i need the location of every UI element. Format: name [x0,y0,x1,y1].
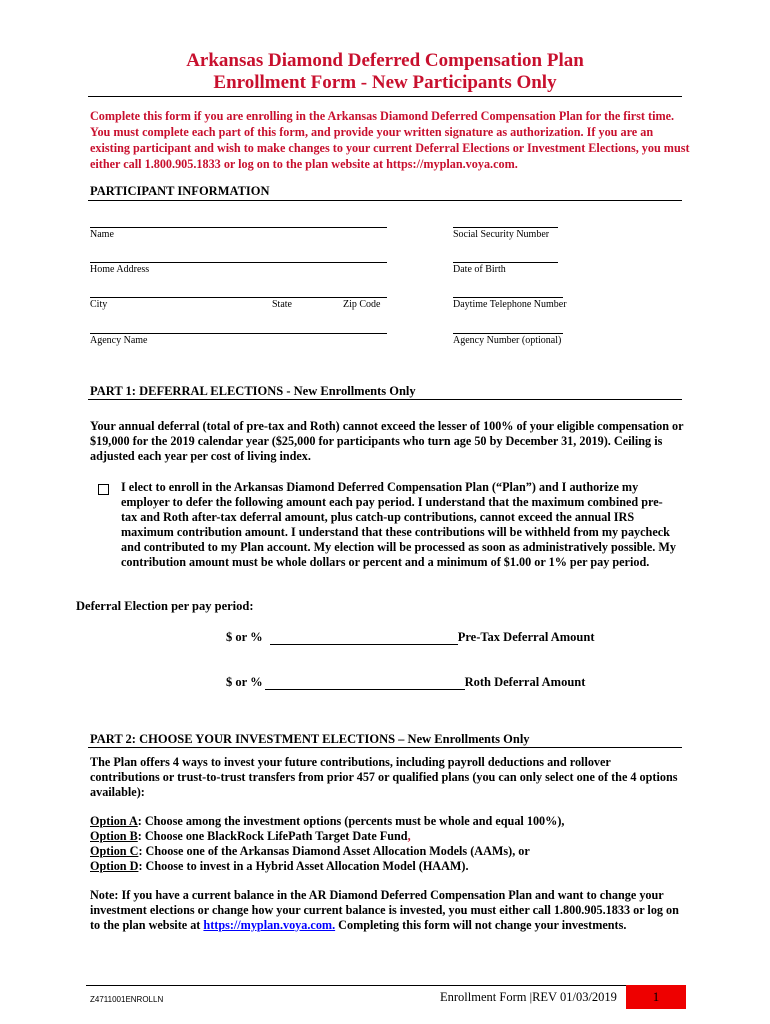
dob-label: Date of Birth [453,264,506,275]
name-field[interactable] [90,227,387,228]
dob-field[interactable] [453,262,558,263]
part2-heading: PART 2: CHOOSE YOUR INVESTMENT ELECTIONS – New Enrollments Only [90,732,530,746]
deferral-election-label: Deferral Election per pay period: [76,599,254,613]
option-b: Option B: Choose one BlackRock LifePath Target Date Fund, [90,829,411,843]
roth-deferral-label: Roth Deferral Amount [464,675,586,689]
investment-options-list [90,814,690,874]
part1-divider [88,399,682,400]
home-address-field[interactable] [90,262,387,263]
agency-number-field[interactable] [453,333,563,334]
part2-intro: The Plan offers 4 ways to invest your future contributions, including payroll deductions and rollover contributions or trust-to-trust transfers from prior 457 or qualified plans (you can only select one of the 4 options available): [90,755,678,799]
form-revision: Enrollment Form |REV 01/03/2019 [440,990,617,1004]
election-text: I elect to enroll in the Arkansas Diamond Deferred Compensation Plan (“Plan”) and I authorize my employer to defer the following amount each pay period. I understand that the maximum combined pre-tax and Roth after-tax deferral amount, plus catch-up contributions, cannot exceed the annual IRS maximum contribution amount. I understand that these contributions will be withheld from my paycheck and contributed to my Plan account. My election will be processed as soon as administratively possible. My contribution amount must be whole dollars or percent and a minimum of $1.00 or 1% per pay period. [121,480,676,569]
city-state-zip-field[interactable] [90,297,387,298]
roth-dollar-pct-label: $ or % [226,675,263,689]
part2-divider [88,747,682,748]
city-label: City [90,299,108,310]
phone-label: Daytime Telephone Number [453,299,567,310]
state-label: State [272,299,292,310]
intro-paragraph: Complete this form if you are enrolling in the Arkansas Diamond Deferred Compensation Plan for the first time. You must complete each part of this form, and provide your written signature as authorization. If you are an existing participant and wish to make changes to your current Deferral Elections or Investment Elections, you must either call 1.800.905.1833 or log on to the plan website at https://myplan.voya.com. [90,109,690,171]
pretax-deferral-label: Pre-Tax Deferral Amount [457,630,595,644]
pretax-dollar-pct-label: $ or % [226,630,263,644]
page-number: 1 [626,985,686,1009]
option-c: Option C: Choose one of the Arkansas Diamond Asset Allocation Models (AAMs), or [90,844,530,858]
title-divider [88,96,682,97]
deferral-limit-text: Your annual deferral (total of pre-tax and Roth) cannot exceed the lesser of 100% of your eligible compensation or $19,000 for the 2019 calendar year ($25,000 for participants who turn age 50 by December 31, 2019). Ceiling is adjusted each year per cost of living index. [90,419,684,463]
form-title-line1: Arkansas Diamond Deferred Compensation Plan [186,50,584,71]
option-d: Option D: Choose to invest in a Hybrid Asset Allocation Model (HAAM). [90,859,469,873]
agency-name-field[interactable] [90,333,387,334]
option-a: Option A: Choose among the investment options (percents must be whole and equal 100%), [90,814,565,828]
participant-heading: PARTICIPANT INFORMATION [90,184,270,198]
zip-label: Zip Code [343,299,381,310]
plan-website-link[interactable]: https://myplan.voya.com. [203,918,336,932]
ssn-label: Social Security Number [453,229,550,240]
form-code: Z4711001ENROLLN [90,995,164,1004]
home-address-label: Home Address [90,264,150,275]
participant-divider [88,200,682,201]
enroll-checkbox[interactable] [98,482,109,500]
note-paragraph: Note: If you have a current balance in the AR Diamond Deferred Compensation Plan and want to change your investment elections or change how your current balance is invested, you must either call 1.800.905.1833 or log on to the plan website at https://myplan.voya.com. Completing this form will not change your investments. [90,888,679,932]
agency-name-label: Agency Name [90,335,148,346]
form-title-line2: Enrollment Form - New Participants Only [213,72,557,93]
phone-field[interactable] [453,297,563,298]
name-label: Name [90,229,114,240]
roth-amount-field[interactable] [265,677,465,690]
pretax-amount-field[interactable] [270,632,458,645]
part1-heading: PART 1: DEFERRAL ELECTIONS - New Enrollments Only [90,384,416,398]
footer-divider [86,985,686,986]
agency-number-label: Agency Number (optional) [453,335,562,346]
ssn-field[interactable] [453,227,558,228]
